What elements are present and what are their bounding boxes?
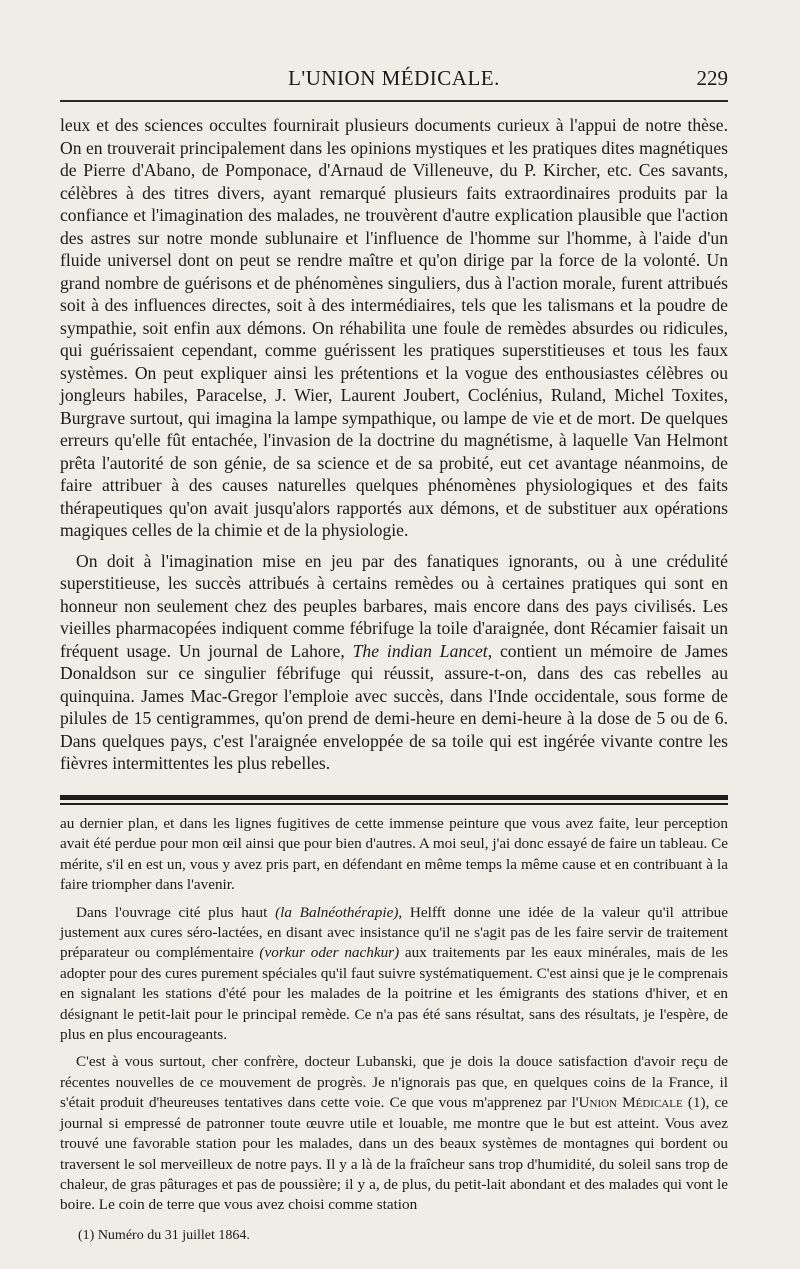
main-paragraph-2-text-a: On doit à l'imagination mise en jeu par des fanatiques ignorants, ou à une crédulité superstitieuse, les succès attribués à certains remèdes ou à certaines pratiques qui sont en honneur non seulement chez des peuples barbares, mais encore dans des pays civilisés. Les vieilles pharmacopées indiquent comme fébrifuge la toile d'araignée, dont Récamier faisait un fréquent usage. Un journal de Lahore,: [60, 550, 728, 661]
note-paragraph-3-text-b: (1), ce journal si empressé de patronner toute œuvre utile et louable, me montre que le but est atteint. Vous avez trouvé une favorable station pour les malades, dans un des beaux systèmes de montagnes qui bordent ou traversent le sol merveilleux de notre pays. Il y a là de la fraîcheur sans trop d'humidité, du soleil sans trop de chaleur, de gras pâturages et pas de poussière; il y a, de plus, du petit-lait abondant et des malades qui vont le boire. Le coin de terre que vous avez choisi comme station: [60, 1094, 728, 1214]
note-italic-2: (vorkur oder nachkur): [259, 944, 400, 962]
note-paragraph-3: [60, 1052, 728, 1215]
main-paragraph-1: [60, 114, 728, 542]
note-paragraph-2-text-a: Dans l'ouvrage cité plus haut: [76, 903, 276, 921]
header-rule: [60, 100, 728, 102]
main-paragraph-1-text: leux et des sciences occultes fournirait plusieurs documents curieux à l'appui de notre thèse. On en trouverait principalement dans les opinions mystiques et les pratiques dites magnétiques de Pierre d'Abano, de Pomponace, d'Arnaud de Villeneuve, du P. Kircher, etc. Ces savants, célèbres à des titres divers, ayant remarqué plusieurs faits extraordinaires produits par la confiance et l'imagination des malades, ne trouvèrent d'autre explication plausible que l'action des astres sur notre monde sublunaire et l'influence de l'homme sur l'homme, à l'aide d'un fluide universel dont on peut se rendre maître et qu'on dirige par la force de la volonté. Un grand nombre de guérisons et de phénomènes singuliers, dus à l'action morale, furent attribués soit à des influences directes, soit à des intermédiaires, tels que les talismans et la poudre de sympathie, soit enfin aux démons. On réhabilita une foule de remèdes absurdes ou ridicules, qui guérissaient cependant, comme guérissent les pratiques superstitieuses et tous les faux systèmes. On peut expliquer ainsi les prétentions et la vogue des enthousiastes célèbres ou jongleurs habiles, Paracelse, J. Wier, Laurent Joubert, Coclénius, Ruland, Michel Toxites, Burgrave surtout, qui imagina la lampe sympathique, ou lampe de vie et de mort. De quelques erreurs qu'elle fût entachée, l'invasion de la doctrine du magnétisme, à laquelle Van Helmont prêta l'autorité de son génie, de sa science et de sa probité, eut cet avantage néanmoins, de faire attribuer à des causes naturelles quelques phénomènes physiologiques et des faits thérapeutiques qu'on avait jusqu'alors rapportés aux démons, et de substituer aux opérations magiques celles de la chimie et de la physiologie.: [60, 115, 728, 540]
journal-name: Union Médicale: [578, 1094, 683, 1112]
main-paragraph-2-text-b: , contient un mémoire de James Donaldson sur ce singulier fébrifuge qui réussit, assure-t-on, dans des cas rebelles au quinquina. James Mac-Gregor l'emploie avec succès, dans l'Inde occidentale, sous forme de pilules de 15 centigrammes, qu'on prend de demi-heure en demi-heure à la dose de 5 ou de 6. Dans quelques pays, c'est l'araignée enveloppée de sa toile qui est ingérée vivante contre les fièvres intermittentes les plus rebelles.: [60, 640, 728, 773]
footnote: (1) Numéro du 31 juillet 1864.: [78, 1228, 250, 1243]
note-paragraph-3-text-a: C'est à vous surtout, cher confrère, docteur Lubanski, que je dois la douce satisfaction d'avoir reçu de récentes nouvelles de ce mouvement de progrès. Je n'ignorais pas que, en quelques coins de la France, il s'était produit d'heureuses tentatives dans cette voie. Ce que vous m'apprenez par l': [60, 1053, 728, 1112]
note-paragraph-2-text-b: , Helfft donne une idée de la valeur qu'il attribue justement aux cures séro-lactées, en disant avec insistance qu'il ne s'agit pas de les faire servir de traitement préparateur ou complémentaire: [60, 903, 729, 962]
note-text: [60, 814, 728, 1216]
separator-thick: [60, 795, 728, 800]
page-number: 229: [696, 66, 728, 90]
running-title: L'UNION MÉDICALE.: [288, 66, 500, 90]
note-paragraph-2: [60, 903, 728, 1046]
note-italic-1: (la Balnéothérapie): [275, 903, 399, 921]
journal-title: The indian Lancet: [352, 640, 488, 661]
main-text: [60, 114, 728, 775]
page-header: [60, 66, 728, 92]
main-paragraph-2: [60, 550, 728, 775]
separator-thin: [60, 803, 728, 805]
note-paragraph-2-text-c: aux traitements par les eaux minérales, mais de les adopter pour des cures purement spéciales qu'il faut suivre systématiquement. C'est ainsi que je le comprenais en signalant les stations d'été pour les malades de la poitrine et les émigrants des stations d'hiver, et en désignant le petit-lait pour le principal remède. Ce n'a pas été sans résultat, sans des résultats, je l'espère, de plus en plus encourageants.: [60, 944, 729, 1044]
note-paragraph-1: au dernier plan, et dans les lignes fugitives de cette immense peinture que vous avez faite, leur perception avait été perdue pour mon œil ainsi que pour bien d'autres. A moi seul, j'ai donc essayé de faire un tableau. Ce mérite, s'il en est un, vous y avez pris part, en défendant en même temps la même cause et en contribuant à la faire triompher dans l'avenir.: [60, 815, 728, 894]
